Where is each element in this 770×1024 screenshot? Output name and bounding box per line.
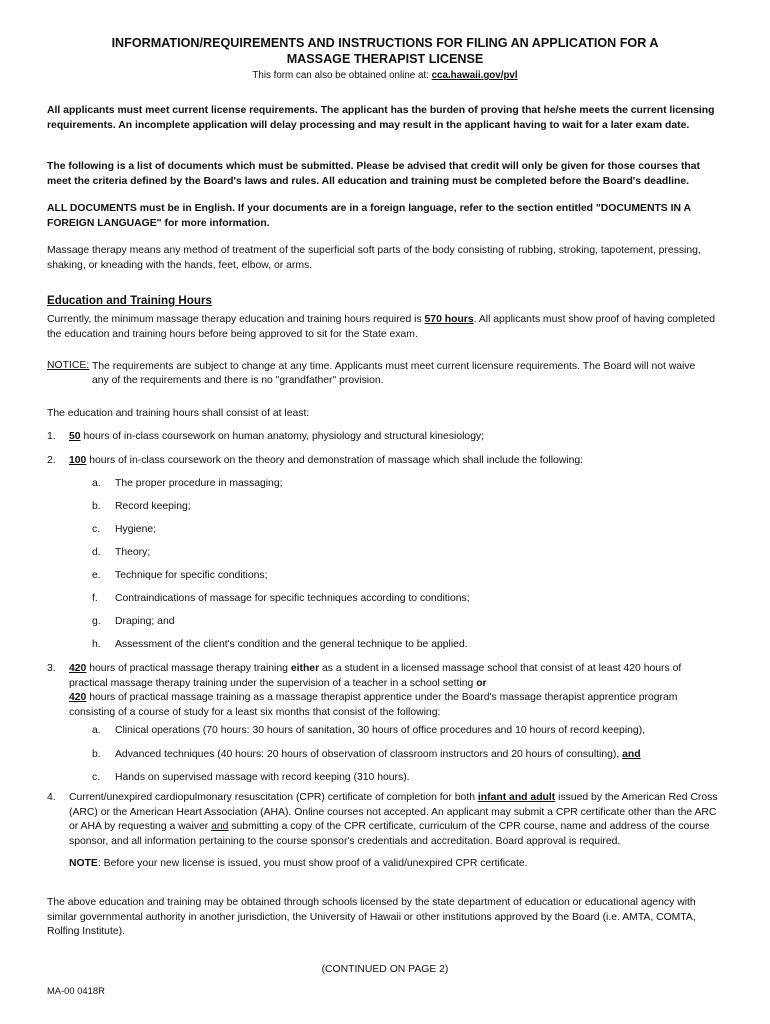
doc-title-line1: INFORMATION/REQUIREMENTS AND INSTRUCTIONS FOR FILING AN APPLICATION FOR A xyxy=(111,36,659,50)
online-note xyxy=(0,70,770,81)
item-3-hours-2: 420 xyxy=(69,692,87,703)
sub-item-b-and: and xyxy=(622,749,641,760)
sub-item-text: The proper procedure in massaging; xyxy=(115,478,283,489)
item-3-number: 3. xyxy=(47,663,56,674)
sub-item-letter: h. xyxy=(92,639,101,650)
note-text: : Before your new license is issued, you must show proof of a valid/unexpired CPR certificate. xyxy=(97,858,528,869)
online-url-link[interactable]: cca.hawaii.gov/pvl xyxy=(431,70,518,81)
notice-label: NOTICE: xyxy=(47,360,90,371)
intro-paragraph-1: All applicants must meet current license requirements. The applicant has the burden of proving that he/she meets the current licensing requirements. An incomplete application will delay processing and may result in the applicant having to wait for a later exam date. xyxy=(47,105,715,131)
item-3-text-1: hours of practical massage therapy training xyxy=(86,663,291,674)
sub-item-b-text: Advanced techniques (40 hours: 20 hours of observation of classroom instructors and 20 hours of consulting), xyxy=(115,749,623,760)
item-3-either: either xyxy=(290,663,320,674)
item-4-number: 4. xyxy=(47,792,56,803)
sub-item-letter: b. xyxy=(92,501,101,512)
hours-paragraph xyxy=(47,313,722,342)
item-4 xyxy=(69,791,719,849)
sub-item-text: Technique for specific conditions; xyxy=(115,570,268,581)
notice-line-2: any of the requirements and there is no "grandfather" provision. xyxy=(92,375,384,386)
sub-item-text: Hygiene; xyxy=(115,524,157,535)
item-1-number: 1. xyxy=(47,431,56,442)
sub-item-text: Contraindications of massage for specific techniques according to conditions; xyxy=(115,593,470,604)
doc-title-line2: MASSAGE THERAPIST LICENSE xyxy=(286,52,484,66)
hours-text-pre: Currently, the minimum massage therapy education and training hours required is xyxy=(47,314,425,325)
item-4-text-1: Current/unexpired cardiopulmonary resuscitation (CPR) certificate of completion for both xyxy=(69,792,478,803)
item-4-text-2: issued by the American Red Cross (ARC) or the American Heart Association (AHA). Online courses not accepted. An applicant may submit a CPR certificate other than the ARC or AHA by requesting a waiver xyxy=(69,792,718,832)
intro-paragraph-2: The following is a list of documents which must be submitted. Please be advised that credit will only be given for those courses that meet the criteria defined by the Board's laws and rules. All education and training must be completed before the Board's deadline. xyxy=(47,161,700,187)
item-3-hours: 420 xyxy=(69,663,87,674)
item-1-text: hours of in-class coursework on human anatomy, physiology and structural kinesiology; xyxy=(80,431,485,442)
sub-item-letter: b. xyxy=(92,749,101,760)
sub-item-text: Record keeping; xyxy=(115,501,191,512)
closing-paragraph: The above education and training may be obtained through schools licensed by the state department of education or educational agency with similar governmental authority in another jurisdiction, the University of Hawaii or other institutions approved by the Board (i.e. AMTA, COMTA, Rolfing Institute). xyxy=(47,897,696,937)
item-4-text-3: submitting a copy of the CPR certificate, curriculum of the CPR course, name and address of the course sponsor, and all information pertaining to the course sponsor's credentials and accreditation. Board approval is required. xyxy=(69,821,710,847)
item-2-text: hours of in-class coursework on the theory and demonstration of massage which shall include the following: xyxy=(86,455,584,466)
sub-item-letter: a. xyxy=(92,478,101,489)
item-2 xyxy=(69,454,719,469)
item-1 xyxy=(69,430,719,445)
sub-item-letter: e. xyxy=(92,570,101,581)
sub-item-letter: g. xyxy=(92,616,101,627)
item-2-hours: 100 xyxy=(69,455,87,466)
item-2-number: 2. xyxy=(47,455,56,466)
sub-item-letter: c. xyxy=(92,524,101,535)
sub-item-text xyxy=(115,749,715,760)
sub-item-letter: c. xyxy=(92,772,101,783)
item-1-hours: 50 xyxy=(69,431,81,442)
item-4-infant-adult: infant and adult xyxy=(477,792,556,803)
sub-item-letter: d. xyxy=(92,547,101,558)
online-prefix: This form can also be obtained online at: xyxy=(252,70,429,81)
sub-item-text: Clinical operations (70 hours: 30 hours of sanitation, 30 hours of office procedures and 10 hours of record keeping), xyxy=(115,725,646,736)
item-3-text-2: as a student in a licensed massage school that consist of at least 420 hours of practical massage therapy training under the supervision of a teacher in a school setting xyxy=(69,663,682,689)
consist-text: The education and training hours shall consist of at least: xyxy=(47,408,310,419)
intro-paragraph-3: ALL DOCUMENTS must be in English. If your documents are in a foreign language, refer to the section entitled "DOCUMENTS IN A FOREIGN LANGUAGE" for more information. xyxy=(47,203,691,229)
sub-item-letter: a. xyxy=(92,725,101,736)
item-4-note xyxy=(69,857,719,872)
continued-note: (CONTINUED ON PAGE 2) xyxy=(321,964,449,975)
hours-text-post: . All applicants must show proof of having completed the education and training hours before being approved to sit for the State exam. xyxy=(47,314,716,340)
required-hours: 570 hours xyxy=(424,314,474,325)
item-4-and: and xyxy=(211,821,229,832)
item-3-text-3: hours of practical massage training as a massage therapist apprentice under the Board's massage therapist apprentice program consisting of a course of study for a least six months that consist of the following: xyxy=(69,692,678,718)
form-id: MA-00 0418R xyxy=(47,985,105,996)
sub-item-text: Hands on supervised massage with record keeping (310 hours). xyxy=(115,772,410,783)
sub-item-letter: f. xyxy=(92,593,98,604)
note-label: NOTE xyxy=(69,858,98,869)
item-3-or: or xyxy=(476,677,487,689)
item-3 xyxy=(69,662,719,720)
sub-item-text: Draping; and xyxy=(115,616,175,627)
sub-item-text: Theory; xyxy=(115,547,151,558)
sub-item-text: Assessment of the client's condition and the general technique to be applied. xyxy=(115,639,468,650)
intro-paragraph-4: Massage therapy means any method of treatment of the superficial soft parts of the body consisting of rubbing, stroking, tapotement, pressing, shaking, or kneading with the hands, feet, elbow, or arms. xyxy=(47,245,701,271)
notice-line-1: The requirements are subject to change at any time. Applicants must meet current licensure requirements. The Board will not waive xyxy=(92,361,696,372)
section-heading: Education and Training Hours xyxy=(47,294,212,307)
